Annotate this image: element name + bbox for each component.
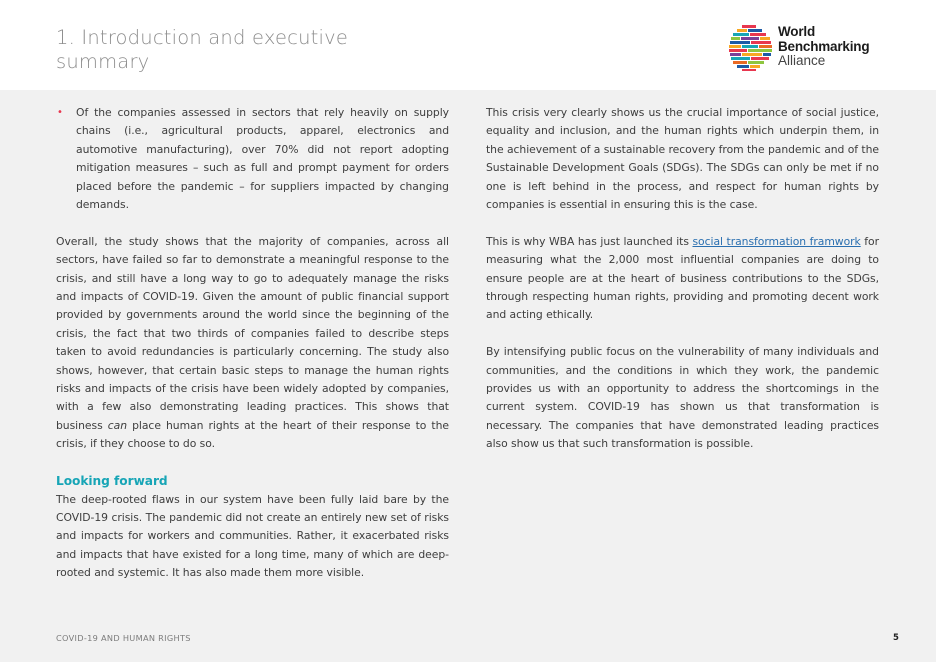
bullet-dot-icon: •	[57, 107, 63, 118]
overall-paragraph-part2: place human rights at the heart of their response to the crisis, if they choose to do so.	[56, 418, 449, 451]
logo-line-world: World	[778, 24, 815, 39]
social-transformation-framework-link[interactable]: social transformation framwork	[692, 234, 861, 248]
wba-logo	[728, 24, 888, 72]
overall-paragraph-emphasis: can	[107, 418, 128, 432]
framework-paragraph-rest: for measuring what the 2,000 most influential companies are doing to ensure people are at the heart of business contributions to the SDGs, through respecting human rights, providing and promoting decent work and acting ethically.	[486, 234, 879, 322]
page-body	[0, 90, 936, 662]
overall-paragraph-part1: Overall, the study shows that the majority of companies, across all sectors, have failed so far to demonstrate a meaningful response to the crisis, and still have a long way to go to adequately manage the risks and impacts of COVID-19. Given the amount of public financial support provided by governments around the world since the beginning of the crisis, the fact that two thirds of companies failed to describe steps taken to avoid redundancies is particularly concerning. The study also shows, however, that certain basic steps to manage the human rights risks and impacts of the crisis have been widely adopted by companies, with a few also demonstrating leading practices. This shows that business	[56, 234, 449, 432]
framework-paragraph	[486, 233, 879, 325]
bullet-item	[56, 104, 449, 214]
framework-paragraph-intro: This is why WBA has just launched its	[486, 234, 693, 248]
page-header	[0, 0, 936, 90]
overall-paragraph	[56, 233, 449, 454]
looking-forward-paragraph: The deep-rooted flaws in our system have been fully laid bare by the COVID-19 crisis. The pandemic did not create an entirely new set of risks and impacts for workers and communities. Rather, it exacerbated risks and impacts that have existed for a long time, many of which are deep-rooted and systemic. It has also made them more visible.	[56, 492, 449, 580]
crisis-paragraph: This crisis very clearly shows us the crucial importance of social justice, equality and inclusion, and the human rights which underpin them, in the achievement of a sustainable recovery from the pandemic and of the Sustainable Development Goals (SDGs). The SDGs can only be met if no one is left behind in the process, and respect for human rights by companies is essential in ensuring this is the case.	[486, 106, 879, 212]
footer-running-title: COVID-19 AND HUMAN RIGHTS	[56, 633, 191, 643]
right-column	[486, 104, 879, 472]
page-number: 5	[893, 633, 899, 643]
left-column	[56, 104, 449, 601]
page-title: 1. Introduction and executive summary	[56, 26, 349, 73]
logo-line-benchmarking: Benchmarking	[778, 38, 870, 54]
section-heading-looking-forward: Looking forward	[56, 474, 168, 489]
logo-line-alliance: Alliance	[778, 53, 826, 68]
wba-logo-wordmark	[778, 25, 869, 69]
wba-logo-mark-icon	[728, 24, 774, 72]
bullet-text: Of the companies assessed in sectors that rely heavily on supply chains (i.e., agricultural products, apparel, electronics and automotive manufacturing), over 70% did not report adopting mitigation measures – such as full and prompt payment for orders placed before the pandemic – for suppliers impacted by changing demands.	[76, 106, 449, 212]
intensifying-paragraph: By intensifying public focus on the vulnerability of many individuals and communities, and the conditions in which they work, the pandemic provides us with an opportunity to address the shortcomings in the current system. COVID-19 has shown us that transformation is necessary. The companies that have demonstrated leading practices also show us that such transformation is possible.	[486, 345, 879, 451]
